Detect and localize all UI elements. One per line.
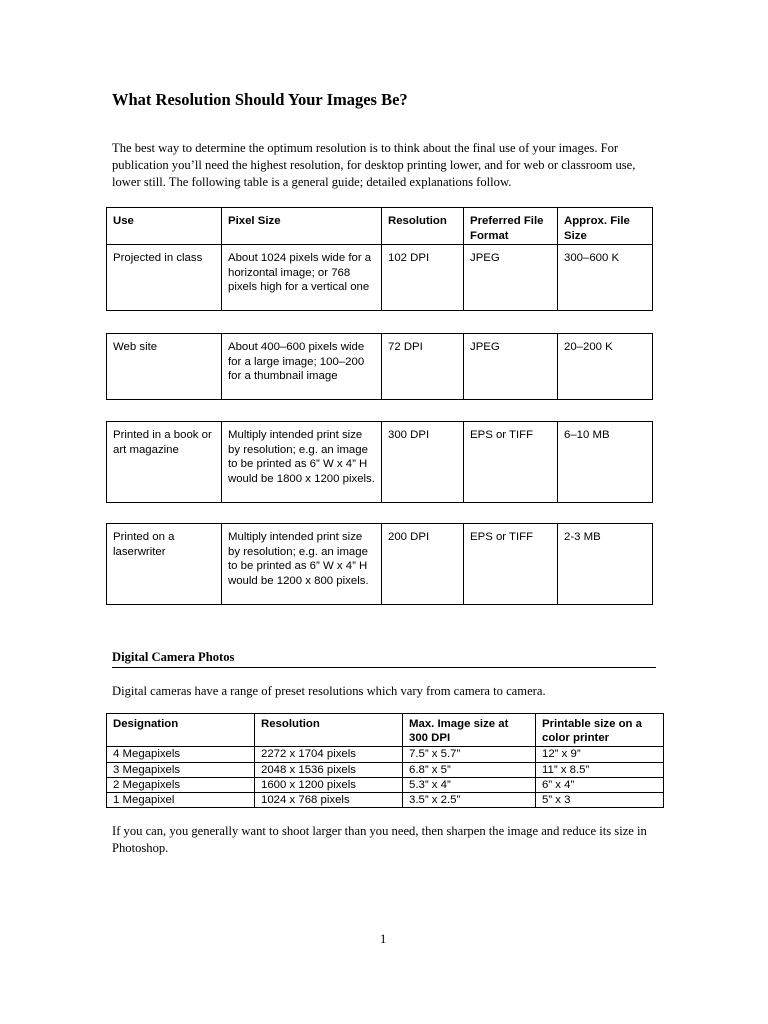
resolution-cell: 2048 x 1536 pixels — [255, 762, 403, 777]
resolution-cell: 200 DPI — [382, 524, 464, 605]
header-printable-size: Printable size on a color printer — [536, 714, 664, 747]
table-row — [107, 777, 664, 792]
header-file-size: Approx. File Size — [558, 208, 653, 245]
resolution-cell: 2272 x 1704 pixels — [255, 747, 403, 762]
format-cell: EPS or TIFF — [464, 524, 558, 605]
closing-paragraph: If you can, you generally want to shoot larger than you need, then sharpen the image and reduce its size in Photoshop. — [112, 824, 647, 855]
resolution-cell: 102 DPI — [382, 245, 464, 311]
table-row — [107, 524, 653, 605]
pixel-size-cell: About 400–600 pixels wide for a large image; 100–200 for a thumbnail image — [222, 334, 382, 400]
use-cell: Web site — [107, 334, 222, 400]
designation-cell: 4 Megapixels — [107, 747, 255, 762]
file-size-cell: 6–10 MB — [558, 422, 653, 503]
max-size-cell: 5.3” x 4” — [403, 777, 536, 792]
table-row — [107, 422, 653, 503]
resolution-cell: 300 DPI — [382, 422, 464, 503]
page-title: What Resolution Should Your Images Be? — [112, 90, 408, 109]
printable-size-cell: 5” x 3 — [536, 793, 664, 808]
header-file-format: Preferred File Format — [464, 208, 558, 245]
max-size-cell: 3.5” x 2.5” — [403, 793, 536, 808]
table-row — [107, 334, 653, 400]
table-row — [107, 762, 664, 777]
use-table-web — [106, 333, 653, 400]
section-heading: Digital Camera Photos — [112, 650, 656, 668]
camera-table — [106, 713, 664, 808]
intro-paragraph: The best way to determine the optimum resolution is to think about the final use of your images. For publication you’ll need the highest resolution, for desktop printing lower, and for web or classroom use, lower still. The following table is a general guide; detailed explanations follow. — [112, 141, 636, 189]
table-header-row — [107, 714, 664, 747]
camera-intro: Digital cameras have a range of preset resolutions which vary from camera to camera. — [112, 684, 546, 698]
max-size-cell: 6.8” x 5” — [403, 762, 536, 777]
designation-cell: 3 Megapixels — [107, 762, 255, 777]
resolution-cell: 1600 x 1200 pixels — [255, 777, 403, 792]
table-row — [107, 793, 664, 808]
designation-cell: 1 Megapixel — [107, 793, 255, 808]
page-number: 1 — [380, 932, 387, 946]
pixel-size-cell: About 1024 pixels wide for a horizontal image; or 768 pixels high for a vertical one — [222, 245, 382, 311]
resolution-cell: 72 DPI — [382, 334, 464, 400]
designation-cell: 2 Megapixels — [107, 777, 255, 792]
header-pixel-size: Pixel Size — [222, 208, 382, 245]
resolution-cell: 1024 x 768 pixels — [255, 793, 403, 808]
use-cell: Projected in class — [107, 245, 222, 311]
use-table-laser — [106, 523, 653, 605]
use-cell: Printed on a laserwriter — [107, 524, 222, 605]
pixel-size-cell: Multiply intended print size by resolution; e.g. an image to be printed as 6” W x 4” H would be 1200 x 800 pixels. — [222, 524, 382, 605]
header-use: Use — [107, 208, 222, 245]
header-designation: Designation — [107, 714, 255, 747]
printable-size-cell: 11” x 8.5” — [536, 762, 664, 777]
header-resolution: Resolution — [255, 714, 403, 747]
printable-size-cell: 6” x 4” — [536, 777, 664, 792]
table-row — [107, 747, 664, 762]
header-max-size: Max. Image size at 300 DPI — [403, 714, 536, 747]
printable-size-cell: 12” x 9” — [536, 747, 664, 762]
use-table-header — [106, 207, 653, 311]
file-size-cell: 300–600 K — [558, 245, 653, 311]
format-cell: JPEG — [464, 245, 558, 311]
use-table-book — [106, 421, 653, 503]
table-row — [107, 245, 653, 311]
header-resolution: Resolution — [382, 208, 464, 245]
file-size-cell: 20–200 K — [558, 334, 653, 400]
pixel-size-cell: Multiply intended print size by resolution; e.g. an image to be printed as 6” W x 4” H would be 1800 x 1200 pixels. — [222, 422, 382, 503]
use-cell: Printed in a book or art magazine — [107, 422, 222, 503]
format-cell: EPS or TIFF — [464, 422, 558, 503]
format-cell: JPEG — [464, 334, 558, 400]
file-size-cell: 2-3 MB — [558, 524, 653, 605]
max-size-cell: 7.5” x 5.7” — [403, 747, 536, 762]
